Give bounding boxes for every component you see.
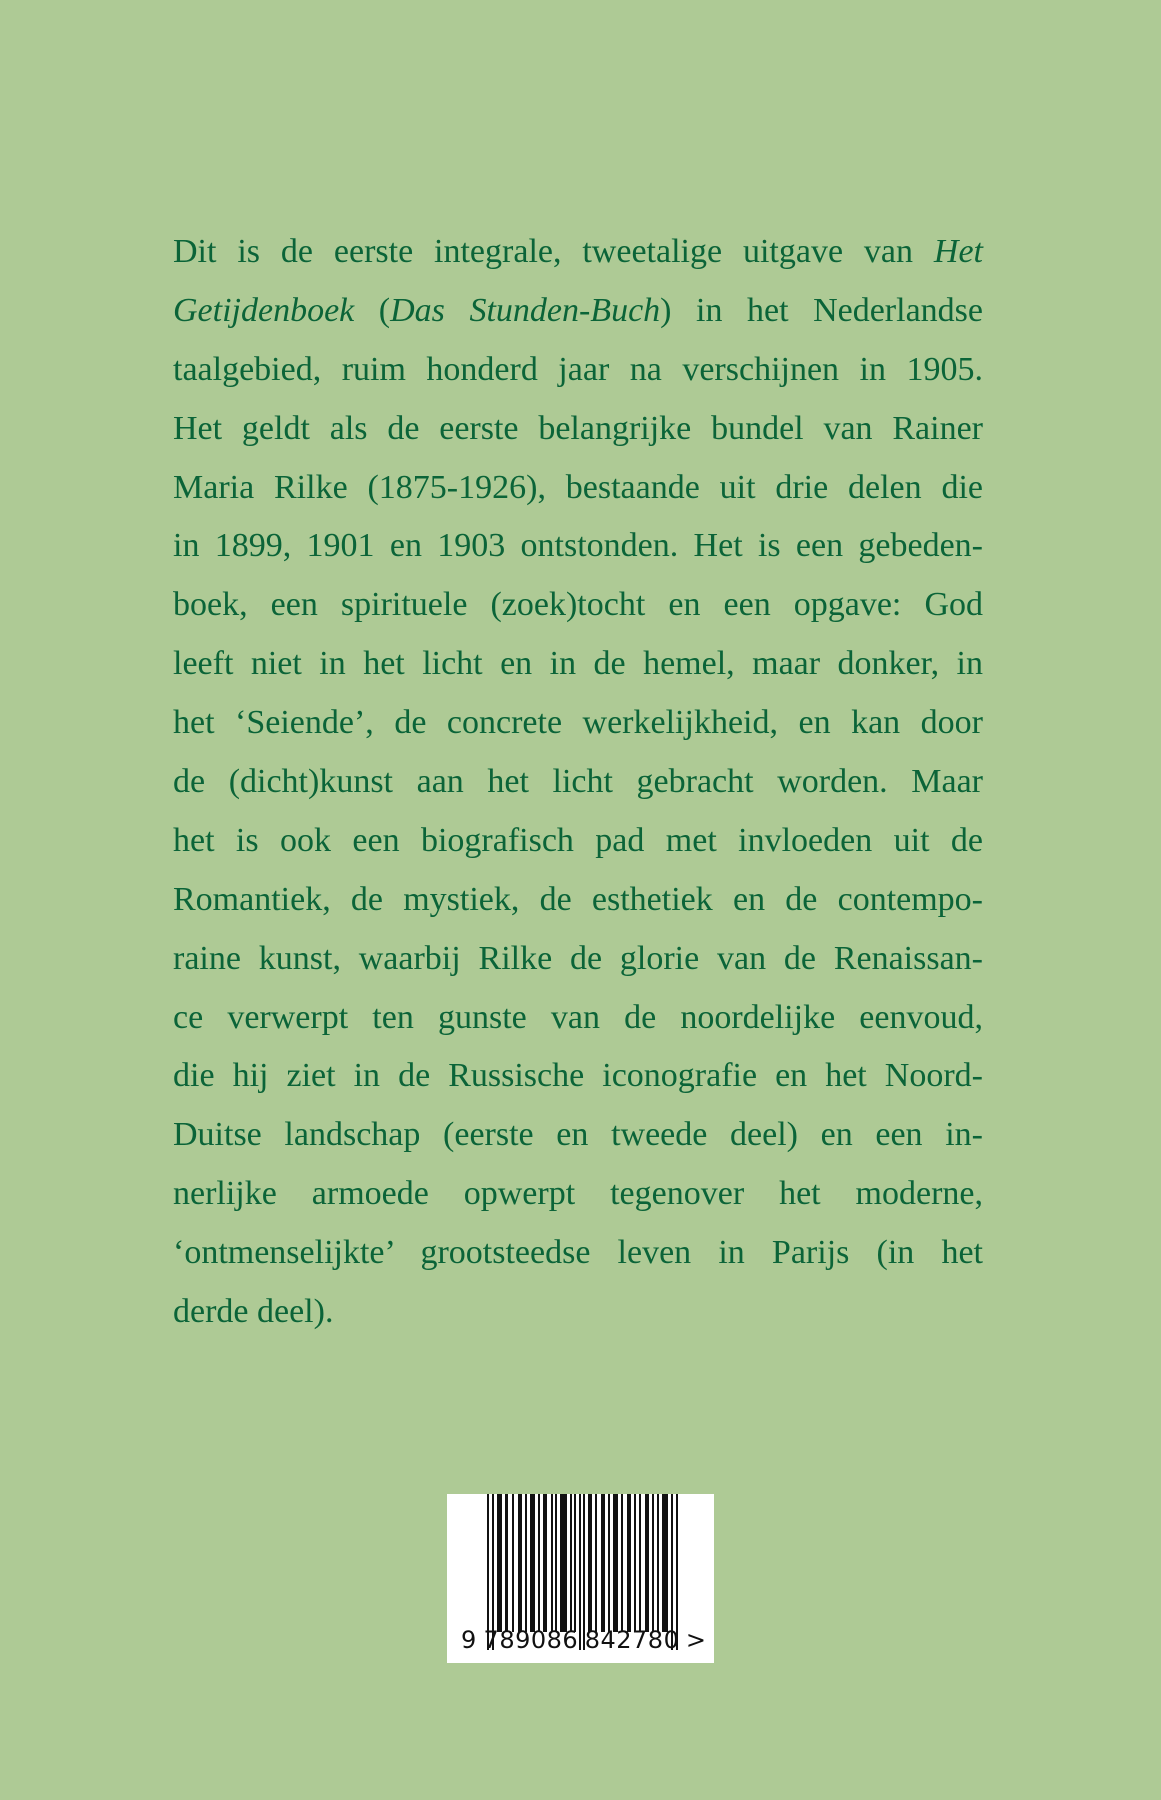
isbn-lead-digit: 9 [461,1626,477,1654]
blurb-line-9: het ‘Seiende’, de concrete werkelijkheid, en kan door [173,704,983,742]
quiet-zone-chevron-icon: > [685,1626,706,1654]
blurb-line-12: Romantiek, de mystiek, de esthetiek en de contempo- [173,880,983,918]
original-title-italic: Das Stunden-Buch [390,291,661,329]
back-cover-blurb [173,223,983,1342]
book-title-italic: Getijdenboek [173,291,355,329]
blurb-line-7: boek, een spirituele (zoek)tocht en een opgave: God [173,586,983,624]
isbn-human-readable [461,1628,706,1652]
blurb-line-4: Het geldt als de eerste belangrijke bundel van Rainer [173,409,983,447]
blurb-line-1 [173,223,983,282]
blurb-text: ) in het Nederlandse [660,291,983,329]
isbn-barcode [447,1494,714,1663]
blurb-line-14: ce verwerpt ten gunste van de noordelijke eenvoud, [173,998,983,1036]
blurb-line-3: taalgebied, ruim honderd jaar na verschijnen in 1905. [173,350,983,388]
blurb-line-2 [173,282,983,341]
blurb-line-13: raine kunst, waarbij Rilke de glorie van de Renaissan- [173,939,983,977]
blurb-line-17: nerlijke armoede opwerpt tegenover het moderne, [173,1175,983,1213]
blurb-line-18: ‘ontmenselijkte’ grootsteedse leven in Parijs (in het [173,1234,983,1272]
blurb-line-11: het is ook een biografisch pad met invloeden uit de [173,821,983,859]
blurb-line-16: Duitse landschap (eerste en tweede deel) en een in- [173,1116,983,1154]
blurb-line-5: Maria Rilke (1875-1926), bestaande uit drie delen die [173,468,983,506]
blurb-line-19: derde deel). [173,1293,334,1331]
book-title-italic: Het [933,233,983,270]
blurb-line-8: leeft niet in het licht en in de hemel, maar donker, in [173,645,983,683]
isbn-group-2: 842780 [584,1626,680,1654]
blurb-line-6: in 1899, 1901 en 1903 ontstonden. Het is een gebeden- [173,527,983,565]
blurb-text: Dit is de eerste integrale, tweetalige uitgave van [173,233,934,270]
blurb-text: ( [354,291,391,329]
blurb-line-10: de (dicht)kunst aan het licht gebracht worden. Maar [173,763,983,801]
blurb-line-15: die hij ziet in de Russische iconografie en het Noord- [173,1057,983,1095]
isbn-group-1: 789086 [483,1626,579,1654]
